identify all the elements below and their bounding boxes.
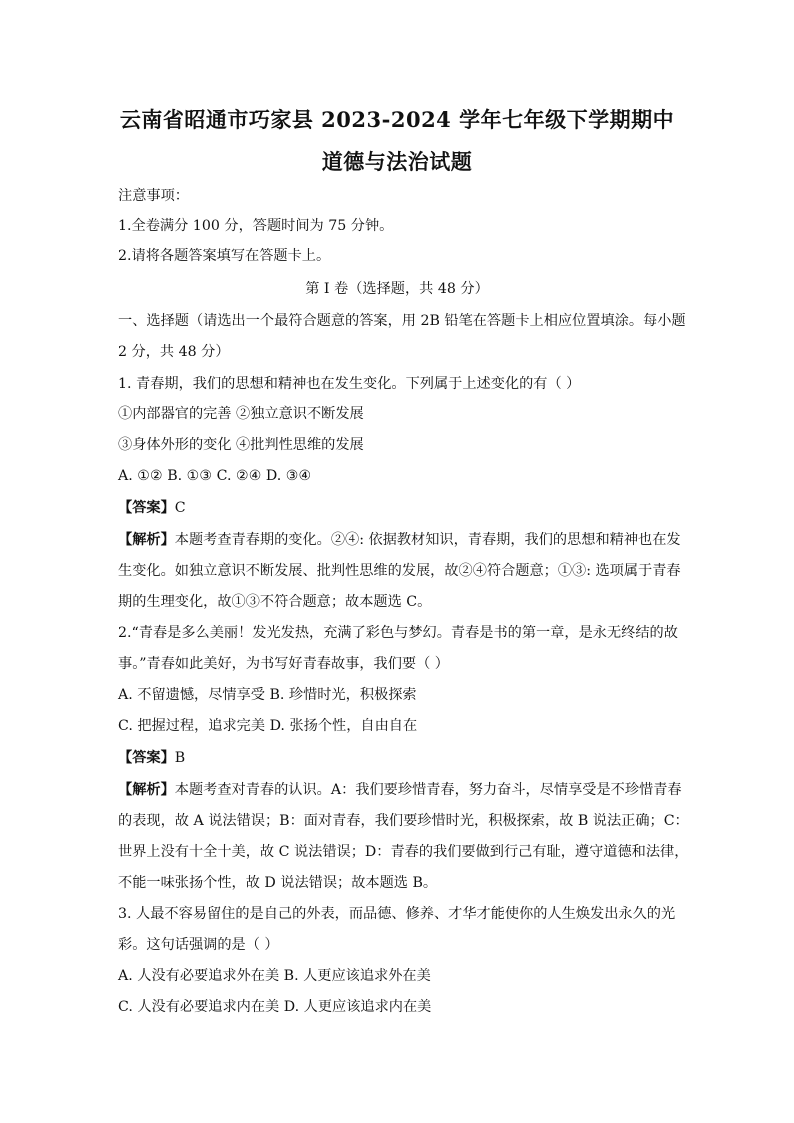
notes-heading: 注意事项：	[118, 188, 189, 204]
q1-analysis-line-2: 生变化。如独立意识不断发展、批判性思维的发展，故②④符合题意；①③: 选项属于青春	[118, 563, 681, 579]
q3-options-cd: C. 人没有必要追求内在美 D. 人更应该追求内在美	[118, 999, 432, 1015]
q2-stem-line-2: 事。”青春如此美好，为书写好青春故事，我们要（ ）	[118, 656, 449, 672]
q2-stem-line-1: 2.“青春是多么美丽！发光发热，充满了彩色与梦幻。青春是书的第一章，是永无终结的故	[118, 625, 678, 641]
q2-analysis-text: 本题考查对青春的认识。A：我们要珍惜青春，努力奋斗，尽情享受是不珍惜青春	[174, 782, 682, 798]
note-item-1: 1.全卷满分 100 分，答题时间为 75 分钟。	[118, 218, 394, 234]
q3-stem-line-2: 彩。这句话强调的是（ ）	[118, 937, 279, 953]
q1-analysis-line-3: 期的生理变化，故①③不符合题意；故本题选 C。	[118, 594, 432, 610]
q1-analysis-text: 本题考查青春期的变化。②④: 依据教材知识，青春期，我们的思想和精神也在发	[174, 532, 681, 548]
note-item-2: 2.请将各题答案填写在答题卡上。	[118, 248, 331, 264]
q1-stem: 1. 青春期，我们的思想和精神也在发生变化。下列属于上述变化的有（ ）	[118, 376, 581, 392]
q2-options-cd: C. 把握过程，追求完美 D. 张扬个性，自由自在	[118, 718, 418, 734]
q2-answer	[118, 748, 185, 768]
q2-analysis-line-4: 不能一味张扬个性，故 D 说法错误；故本题选 B。	[118, 875, 438, 891]
answer-label: 【答案】	[118, 500, 175, 516]
section-instruction-line-1: 一、选择题（请选出一个最符合题意的答案，用 2B 铅笔在答题卡上相应位置填涂。每小题	[118, 313, 686, 329]
q1-options-line-1: ①内部器官的完善 ②独立意识不断发展	[118, 406, 364, 422]
exam-subtitle: 道德与法治试题	[321, 149, 473, 174]
q3-options-ab: A. 人没有必要追求外在美 B. 人更应该追求外在美	[118, 968, 431, 984]
section-instruction-line-2: 2 分，共 48 分）	[118, 344, 230, 360]
q2-analysis-line-3: 世界上没有十全十美，故 C 说法错误；D：青春的我们要做到行己有耻，遵守道德和法律，	[118, 844, 689, 860]
q2-options-ab: A. 不留遗憾，尽情享受 B. 珍惜时光，积极探索	[118, 687, 417, 703]
q1-analysis-line-1	[118, 530, 681, 550]
q1-choices: A. ①② B. ①③ C. ②④ D. ③④	[118, 468, 312, 484]
q1-options-line-2: ③身体外形的变化 ④批判性思维的发展	[118, 437, 364, 453]
exam-title: 云南省昭通市巧家县 2023-2024 学年七年级下学期期中	[119, 107, 675, 132]
q2-analysis-line-2: 的表现，故 A 说法错误；B：面对青春，我们要珍惜时光，积极探索，故 B 说法正确；C：	[118, 813, 689, 829]
q1-answer-value: C	[174, 500, 186, 516]
q3-stem-line-1: 3. 人最不容易留住的是自己的外表，而品德、修养、才华才能使你的人生焕发出永久的光	[118, 906, 676, 922]
q1-answer	[118, 498, 186, 518]
analysis-label: 【解析】	[118, 782, 175, 798]
analysis-label: 【解析】	[118, 532, 175, 548]
q2-answer-value: B	[174, 750, 186, 766]
q2-analysis-line-1	[118, 780, 682, 800]
answer-label: 【答案】	[118, 750, 175, 766]
section-header: 第 I 卷（选择题，共 48 分）	[305, 281, 489, 297]
